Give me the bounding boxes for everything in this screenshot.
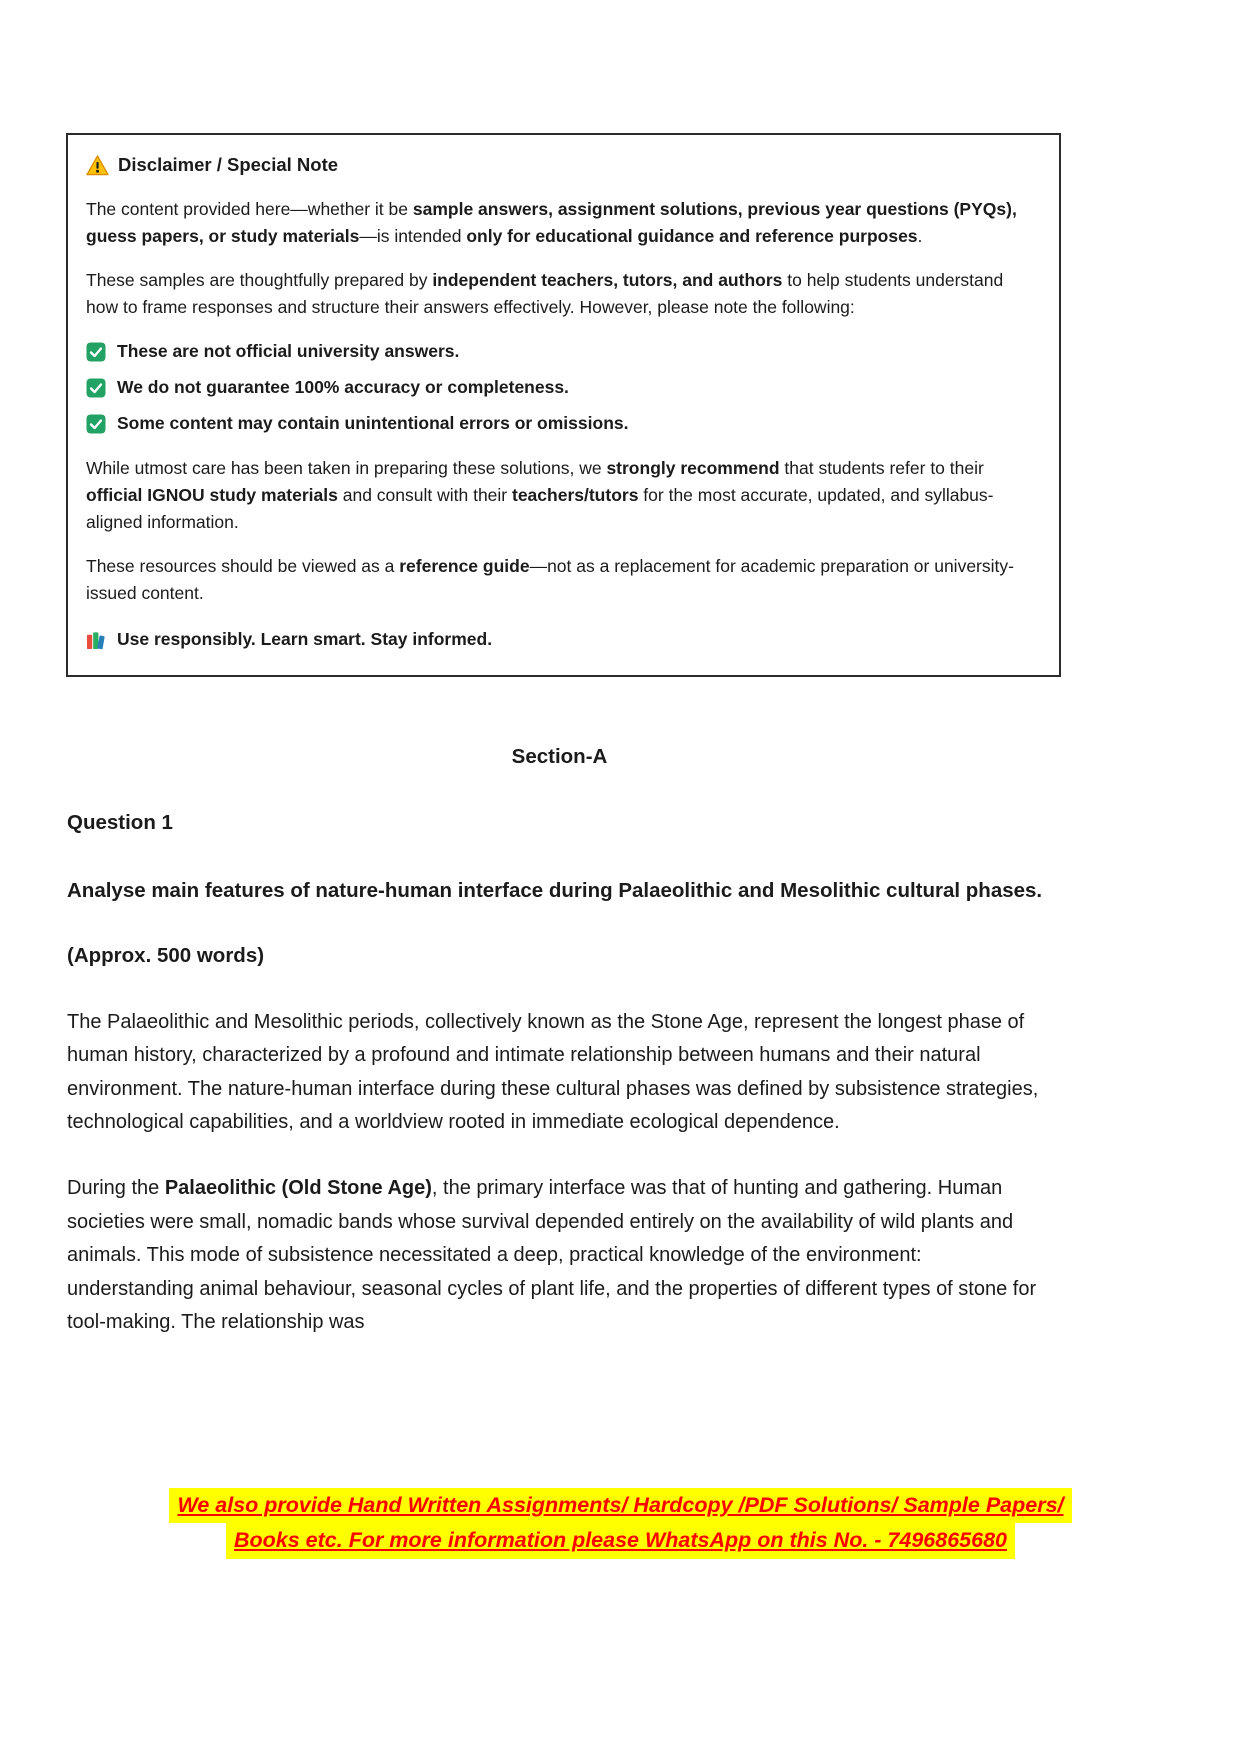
text-segment: for the most accurate, updated, and syllabus-aligned information. (86, 484, 994, 532)
text-segment: The content provided here—whether it be (86, 198, 413, 219)
text-segment: —is intended (359, 225, 467, 246)
text-segment: to help students understand how to frame responses and structure their answers effectively. However, please note the following: (86, 269, 1004, 318)
disclaimer-paragraph-4 (86, 553, 1037, 607)
question-text: Analyse main features of nature-human interface during Palaeolithic and Mesolithic cultural phases. (67, 879, 1043, 902)
disclaimer-paragraph-2 (86, 267, 1037, 321)
answer-paragraph-2 (67, 1172, 1052, 1339)
checklist-item (86, 410, 1037, 437)
text-segment: , the primary interface was that of hunting and gathering. Human societies were small, nomadic bands whose survival depended entirely on the availability of wild plants and animals. This mode of subsistence necessitated a deep, practical knowledge of the environment: understanding animal behaviour, seasonal cycles of plant life, and the properties of different types of stone for tool-making. The relationship was (67, 1177, 1037, 1333)
bold-segment: reference guide (399, 555, 530, 576)
text-segment: These resources should be viewed as a (86, 555, 400, 576)
text-segment: and consult with their (337, 484, 512, 505)
use-responsibly-line (86, 626, 1037, 653)
disclaimer-paragraph-3 (86, 455, 1037, 536)
promo-footer (0, 1488, 1241, 1559)
bold-segment: teachers/tutors (512, 484, 639, 505)
text-segment: . (917, 225, 923, 246)
promo-footer-line-1: We also provide Hand Written Assignments/ Hardcopy /PDF Solutions/ Sample Papers/ (169, 1488, 1071, 1523)
bold-segment: strongly recommend (606, 457, 780, 478)
word-limit-note: (Approx. 500 words) (67, 943, 265, 967)
warning-icon (86, 155, 109, 176)
bold-segment: official IGNOU study materials (86, 484, 338, 505)
section-heading: Section-A (511, 745, 608, 768)
check-icon (86, 378, 106, 398)
check-icon (86, 414, 106, 434)
books-icon (86, 630, 107, 650)
disclaimer-box (66, 133, 1061, 677)
checklist-item (86, 338, 1037, 365)
bold-segment: Palaeolithic (Old Stone Age) (164, 1177, 432, 1200)
document-body (67, 745, 1052, 1372)
checklist-item-label: Some content may contain unintentional errors or omissions. (117, 413, 629, 434)
disclaimer-paragraph-1 (86, 196, 1037, 250)
answer-paragraph-1: The Palaeolithic and Mesolithic periods, collectively known as the Stone Age, represent the longest phase of human history, characterized by a profound and intimate relationship between humans and their natural environment. The nature-human interface during these cultural phases was defined by subsistence strategies, technological capabilities, and a worldview rooted in immediate ecological dependence. (67, 1010, 1039, 1133)
promo-footer-line-2: Books etc. For more information please WhatsApp on this No. - 7496865680 (226, 1523, 1015, 1558)
disclaimer-checklist (86, 338, 1037, 437)
disclaimer-header (86, 151, 1037, 180)
text-segment: These samples are thoughtfully prepared by (86, 269, 433, 290)
disclaimer-title: Disclaimer / Special Note (118, 154, 339, 175)
text-segment: While utmost care has been taken in preparing these solutions, we (86, 457, 607, 478)
bold-segment: sample answers, assignment solutions, previous year questions (PYQs), guess papers, or study materials (86, 198, 1017, 246)
checklist-item (86, 374, 1037, 401)
question-number-heading: Question 1 (67, 811, 173, 834)
text-segment: —not as a replacement for academic preparation or university-issued content. (86, 555, 1014, 604)
text-segment: that students refer to their (779, 457, 984, 478)
bold-segment: only for educational guidance and reference purposes (466, 225, 918, 246)
use-responsibly-text: Use responsibly. Learn smart. Stay informed. (117, 629, 493, 650)
checklist-item-label: These are not official university answers. (117, 341, 460, 362)
check-icon (86, 342, 106, 362)
bold-segment: independent teachers, tutors, and authors (432, 269, 783, 290)
text-segment: During the (67, 1177, 165, 1200)
checklist-item-label: We do not guarantee 100% accuracy or completeness. (117, 377, 569, 398)
